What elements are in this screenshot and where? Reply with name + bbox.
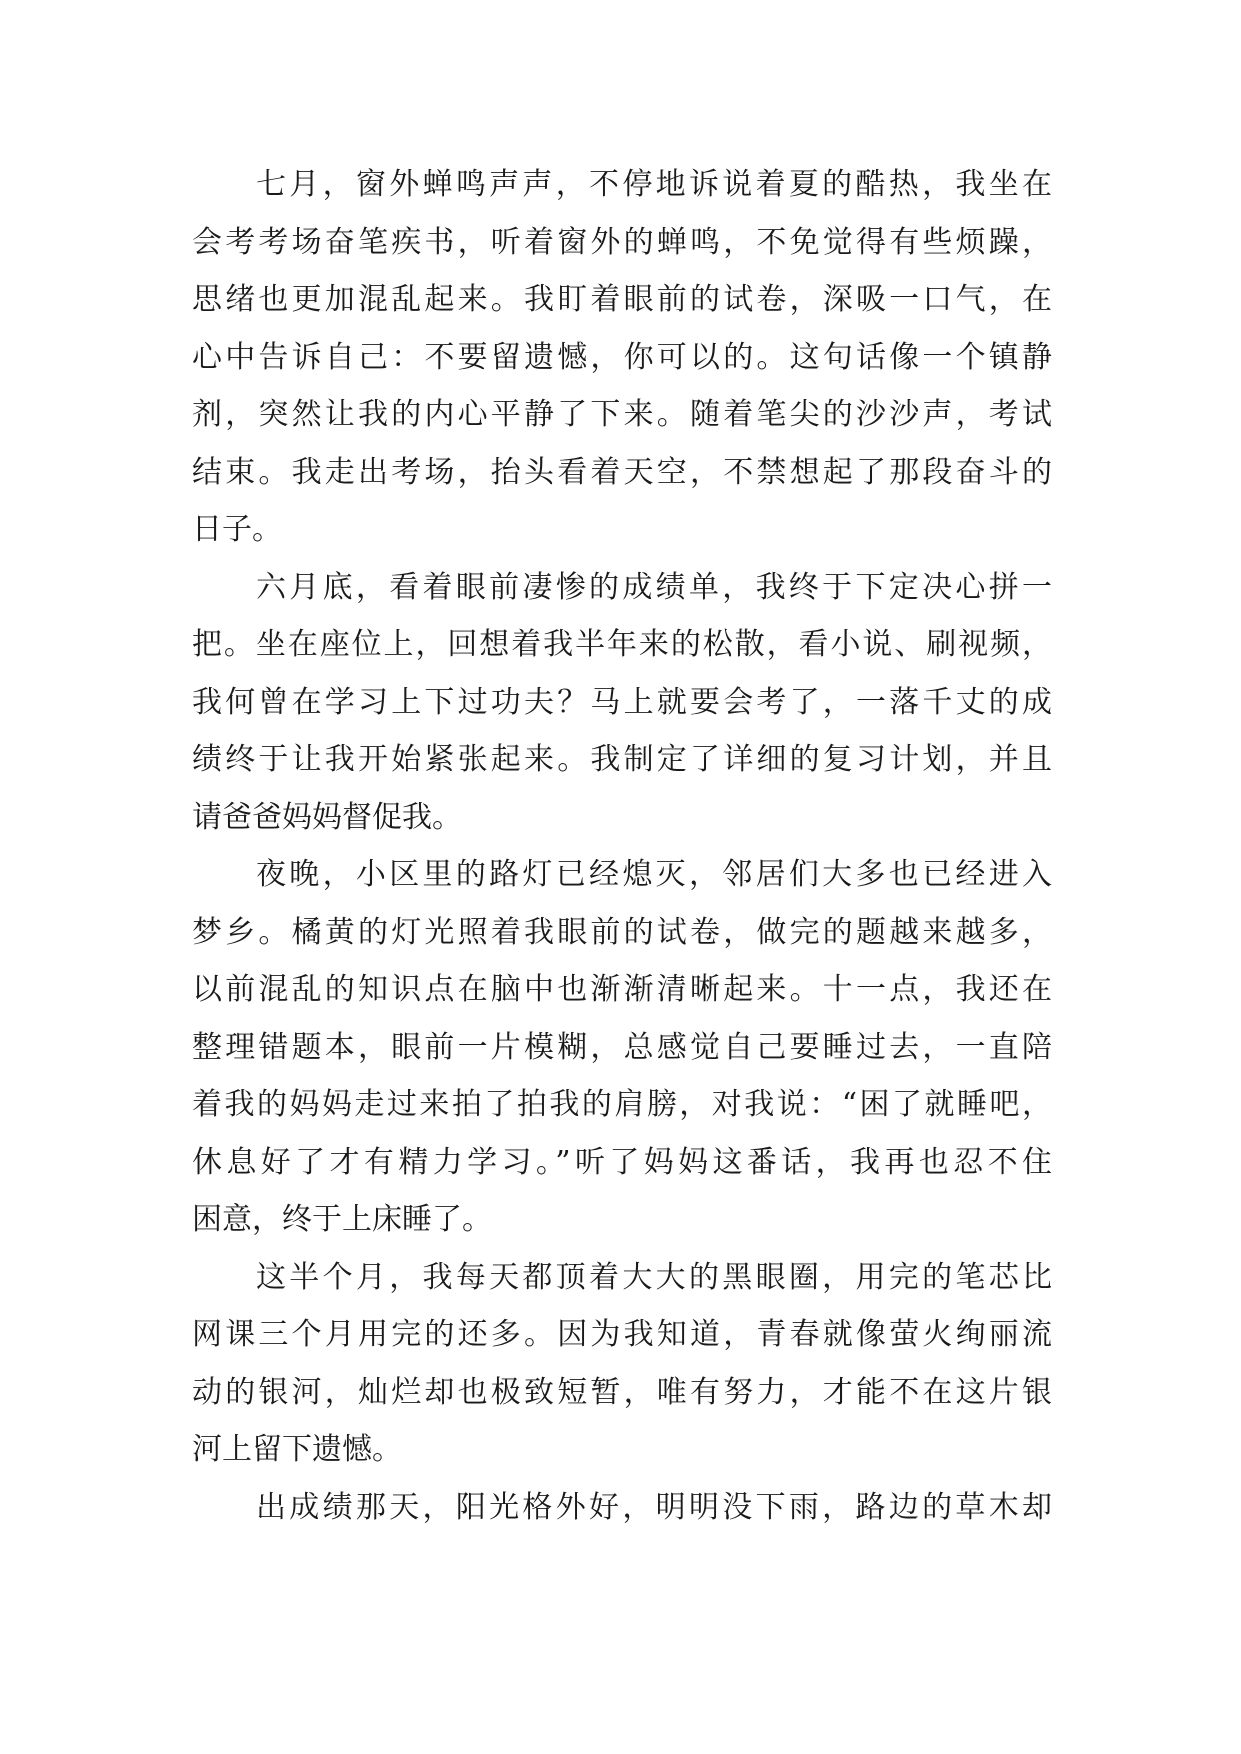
text-line: 我何曾在学习上下过功夫？马上就要会考了，一落千丈的成 xyxy=(192,684,1052,720)
text-line: 这半个月，我每天都顶着大大的黑眼圈，用完的笔芯比 xyxy=(256,1259,1052,1295)
text-line: 困意，终于上床睡了。 xyxy=(192,1202,492,1237)
text-line: 着我的妈妈走过来拍了拍我的肩膀，对我说：“困了就睡吧， xyxy=(192,1087,1052,1122)
paragraph xyxy=(192,156,1052,559)
paragraph xyxy=(192,846,1052,1249)
text-line: 思绪也更加混乱起来。我盯着眼前的试卷，深吸一口气，在 xyxy=(192,282,1052,317)
paragraph xyxy=(192,559,1052,847)
text-line: 六月底，看着眼前凄惨的成绩单，我终于下定决心拼一 xyxy=(256,569,1052,605)
text-line: 夜晚，小区里的路灯已经熄灭，邻居们大多也已经进入 xyxy=(256,857,1052,892)
text-line: 休息好了才有精力学习。”听了妈妈这番话，我再也忍不住 xyxy=(192,1144,1052,1180)
text-line: 河上留下遗憾。 xyxy=(192,1432,402,1467)
text-line: 七月，窗外蝉鸣声声，不停地诉说着夏的酷热，我坐在 xyxy=(256,167,1052,202)
text-line: 会考考场奋笔疾书，听着窗外的蝉鸣，不免觉得有些烦躁， xyxy=(192,224,1052,260)
text-line: 绩终于让我开始紧张起来。我制定了详细的复习计划，并且 xyxy=(192,742,1052,777)
text-line: 出成绩那天，阳光格外好，明明没下雨，路边的草木却 xyxy=(256,1489,1052,1525)
text-line: 结束。我走出考场，抬头看着天空，不禁想起了那段奋斗的 xyxy=(192,454,1052,490)
text-line: 网课三个月用完的还多。因为我知道，青春就像萤火绚丽流 xyxy=(192,1317,1052,1352)
text-line: 心中告诉自己：不要留遗憾，你可以的。这句话像一个镇静 xyxy=(192,339,1052,375)
text-line: 剂，突然让我的内心平静了下来。随着笔尖的沙沙声，考试 xyxy=(192,397,1052,432)
paragraph xyxy=(192,1249,1052,1479)
essay-body xyxy=(192,156,1052,1536)
text-line: 把。坐在座位上，回想着我半年来的松散，看小说、刷视频， xyxy=(192,627,1052,662)
text-line: 梦乡。橘黄的灯光照着我眼前的试卷，做完的题越来越多， xyxy=(192,914,1052,950)
text-line: 动的银河，灿烂却也极致短暂，唯有努力，才能不在这片银 xyxy=(192,1374,1052,1410)
text-line: 请爸爸妈妈督促我。 xyxy=(192,799,462,835)
text-line: 日子。 xyxy=(192,512,282,547)
text-line: 以前混乱的知识点在脑中也渐渐清晰起来。十一点，我还在 xyxy=(192,972,1052,1007)
paragraph xyxy=(192,1479,1052,1537)
text-line: 整理错题本，眼前一片模糊，总感觉自己要睡过去，一直陪 xyxy=(192,1029,1052,1065)
